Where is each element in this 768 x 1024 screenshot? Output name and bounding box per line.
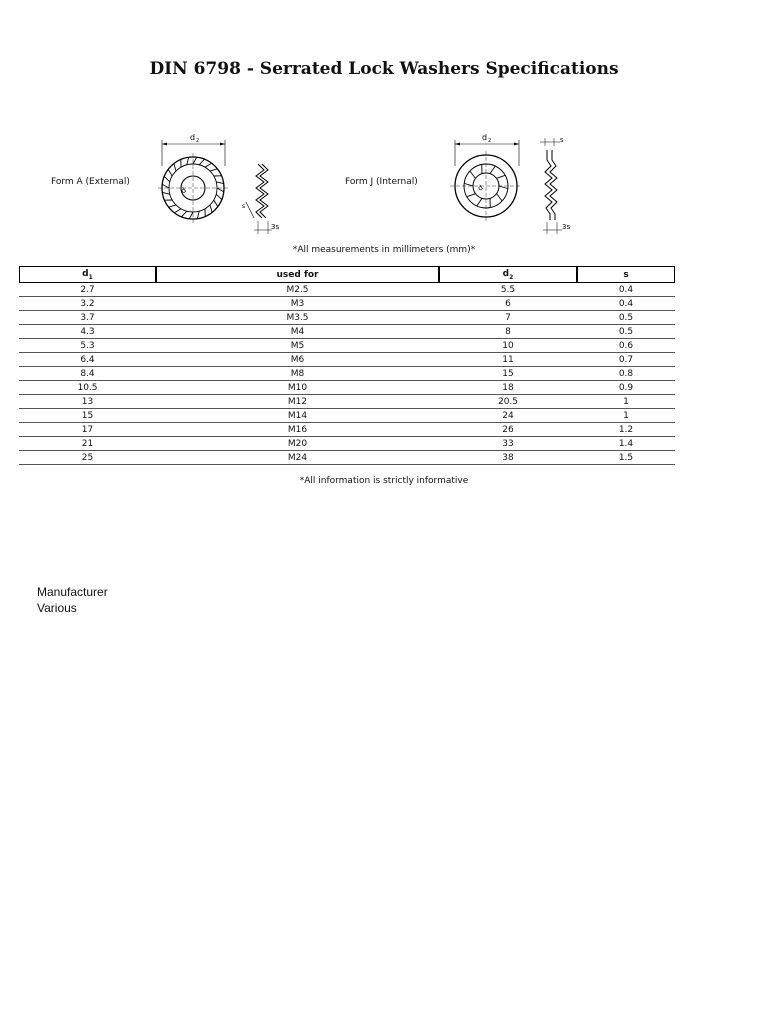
serration-tooth xyxy=(199,159,204,165)
cell-d2: 10 xyxy=(439,339,577,353)
form-j-label: Form J (Internal) xyxy=(345,177,418,187)
cell-d2: 11 xyxy=(439,353,577,367)
cell-s: 1.4 xyxy=(577,437,675,451)
cell-used-for: M8 xyxy=(156,367,439,381)
manufacturer-value: Various xyxy=(37,601,77,615)
serration-tooth xyxy=(181,211,186,217)
cell-d2: 20.5 xyxy=(439,395,577,409)
dim-d2-label: d xyxy=(190,133,196,142)
svg-text:2: 2 xyxy=(196,138,200,144)
table-row xyxy=(19,395,675,409)
header-d1: $d_1$ xyxy=(19,266,156,283)
serration-tooth xyxy=(168,169,172,176)
serration-tooth xyxy=(497,194,503,201)
manufacturer-label: Manufacturer xyxy=(37,585,108,599)
serration-tooth xyxy=(210,169,217,171)
cell-d1: 3.7 xyxy=(19,311,156,325)
cell-s: 0.5 xyxy=(577,311,675,325)
table-row xyxy=(19,325,675,339)
serration-tooth xyxy=(497,175,506,178)
dim-s-label: s xyxy=(560,136,564,144)
svg-text:s: s xyxy=(242,203,246,210)
cell-used-for: M14 xyxy=(156,409,439,423)
dim-d1-label: d xyxy=(179,186,188,196)
cell-s: 1 xyxy=(577,409,675,423)
serration-tooth xyxy=(174,209,181,213)
serration-tooth xyxy=(169,205,176,207)
serration-tooth xyxy=(174,164,176,171)
table-row xyxy=(19,437,675,451)
serration-tooth xyxy=(464,183,473,186)
serration-tooth xyxy=(164,176,170,181)
cell-d2: 38 xyxy=(439,451,577,465)
cell-d2: 5.5 xyxy=(439,283,577,297)
table-row xyxy=(19,423,675,437)
header-s: s xyxy=(577,266,675,283)
svg-text:2: 2 xyxy=(488,138,492,144)
serration-tooth xyxy=(197,211,199,219)
cell-d2: 33 xyxy=(439,437,577,451)
serration-tooth xyxy=(470,171,476,178)
page-title: DIN 6798 - Serrated Lock Washers Specifications xyxy=(149,59,619,79)
cell-d2: 8 xyxy=(439,325,577,339)
serration-tooth xyxy=(187,157,189,165)
cell-used-for: M12 xyxy=(156,395,439,409)
cell-s: 0.7 xyxy=(577,353,675,367)
cell-used-for: M4 xyxy=(156,325,439,339)
table-row xyxy=(19,353,675,367)
table-row xyxy=(19,311,675,325)
cell-s: 0.8 xyxy=(577,367,675,381)
cell-used-for: M10 xyxy=(156,381,439,395)
cell-d1: 5.3 xyxy=(19,339,156,353)
dim-d1-label-j: d xyxy=(476,183,485,193)
serration-tooth xyxy=(499,186,508,189)
serration-tooth xyxy=(193,157,197,164)
dim-3s-label: 3s xyxy=(271,223,280,231)
cell-s: 1.5 xyxy=(577,451,675,465)
table-row xyxy=(19,297,675,311)
serration-tooth xyxy=(217,188,224,192)
table-row xyxy=(19,367,675,381)
form-j-svg xyxy=(444,126,584,238)
cell-used-for: M20 xyxy=(156,437,439,451)
table-header-row xyxy=(19,266,675,283)
form-a-washer-drawing xyxy=(150,126,290,238)
serration-tooth xyxy=(490,166,495,174)
cell-d1: 8.4 xyxy=(19,367,156,381)
cell-d1: 17 xyxy=(19,423,156,437)
dim-3s-label-j: 3s xyxy=(562,223,571,231)
cell-s: 0.5 xyxy=(577,325,675,339)
form-a-svg xyxy=(150,126,290,238)
cell-d1: 25 xyxy=(19,451,156,465)
measurement-note: *All measurements in millimeters (mm)* xyxy=(292,245,476,255)
cell-d1: 2.7 xyxy=(19,283,156,297)
cell-d2: 26 xyxy=(439,423,577,437)
serration-tooth xyxy=(189,212,193,219)
cell-used-for: M24 xyxy=(156,451,439,465)
cell-d1: 3.2 xyxy=(19,297,156,311)
header-used-for: used for xyxy=(156,266,439,283)
cell-d2: 15 xyxy=(439,367,577,381)
header-d2: $d_2$ xyxy=(439,266,577,283)
cell-d2: 24 xyxy=(439,409,577,423)
cell-d1: 4.3 xyxy=(19,325,156,339)
table-row xyxy=(19,283,675,297)
cell-used-for: M16 xyxy=(156,423,439,437)
serration-tooth xyxy=(162,184,169,188)
cell-d1: 10.5 xyxy=(19,381,156,395)
table-row xyxy=(19,381,675,395)
serration-tooth xyxy=(467,194,476,197)
serration-tooth xyxy=(162,192,170,194)
cell-d1: 13 xyxy=(19,395,156,409)
cell-d2: 18 xyxy=(439,381,577,395)
cell-used-for: M2.5 xyxy=(156,283,439,297)
table-row xyxy=(19,451,675,465)
cell-s: 1 xyxy=(577,395,675,409)
form-j-washer-drawing xyxy=(444,126,584,238)
cell-used-for: M3.5 xyxy=(156,311,439,325)
manufacturer-block xyxy=(37,584,108,616)
cell-used-for: M6 xyxy=(156,353,439,367)
info-note: *All information is strictly informative xyxy=(299,476,469,486)
cell-s: 0.4 xyxy=(577,297,675,311)
serration-tooth xyxy=(210,205,212,212)
serration-tooth xyxy=(477,198,482,206)
cell-used-for: M3 xyxy=(156,297,439,311)
cell-used-for: M5 xyxy=(156,339,439,353)
table-row xyxy=(19,409,675,423)
serration-tooth xyxy=(216,182,224,184)
cell-d2: 7 xyxy=(439,311,577,325)
table-row xyxy=(19,339,675,353)
cell-d1: 21 xyxy=(19,437,156,451)
cell-d1: 6.4 xyxy=(19,353,156,367)
cell-s: 0.9 xyxy=(577,381,675,395)
form-a-label: Form A (External) xyxy=(51,177,130,187)
cell-d1: 15 xyxy=(19,409,156,423)
serration-tooth xyxy=(205,163,212,167)
serration-tooth xyxy=(214,200,218,207)
cell-d2: 6 xyxy=(439,297,577,311)
cell-s: 0.4 xyxy=(577,283,675,297)
cell-s: 1.2 xyxy=(577,423,675,437)
spec-table xyxy=(19,266,675,465)
dim-d2-label-j: d xyxy=(482,133,488,142)
serration-tooth xyxy=(216,194,222,199)
cell-s: 0.6 xyxy=(577,339,675,353)
